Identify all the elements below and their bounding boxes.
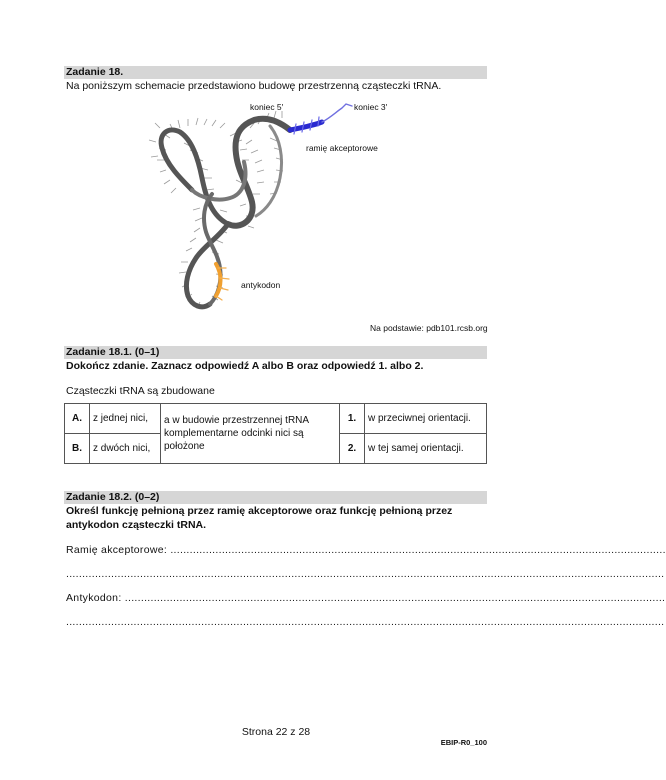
task-18-intro: Na poniższym schemacie przedstawiono budowę przestrzenną cząsteczki tRNA.	[66, 80, 442, 92]
task-18-2-instruction-line2: antykodon cząsteczki tRNA.	[66, 519, 207, 531]
option-b-text[interactable]: z dwóch nici,	[90, 434, 161, 464]
answer-table	[64, 403, 487, 464]
figure-source: Na podstawie: pdb101.rcsb.org	[370, 323, 488, 333]
anticodon-highlight	[216, 264, 229, 300]
anticodon-field-label: Antykodon:	[66, 592, 122, 604]
task-18-2-header: Zadanie 18.2. (0–2)	[64, 491, 487, 504]
answer-field-anticodon[interactable]: Antykodon: ........................................................................................................................................................................	[66, 592, 666, 604]
acceptor-arm-field-label: Ramię akceptorowe:	[66, 544, 168, 556]
option-2-text[interactable]: w tej samej orientacji.	[365, 434, 487, 464]
answer-line-acceptor-arm-2[interactable]: ..........................................................................................................................................................................................	[66, 568, 665, 580]
option-a-letter[interactable]: A.	[65, 404, 90, 434]
label-anticodon: antykodon	[241, 280, 281, 290]
task-18-1-header: Zadanie 18.1. (0–1)	[64, 346, 487, 359]
label-3-prime-end: koniec 3′	[354, 102, 388, 112]
label-5-prime-end: koniec 5′	[250, 102, 284, 112]
option-2-number[interactable]: 2.	[340, 434, 365, 464]
task-18-1-instruction: Dokończ zdanie. Zaznacz odpowiedź A albo B oraz odpowiedź 1. albo 2.	[66, 360, 424, 372]
task-18-2-instruction-line1: Określ funkcję pełnioną przez ramię akceptorowe oraz funkcję pełnioną przez	[66, 505, 453, 517]
page-number: Strona 22 z 28	[241, 726, 311, 738]
option-1-number[interactable]: 1.	[340, 404, 365, 434]
option-1-text[interactable]: w przeciwnej orientacji.	[365, 404, 487, 434]
acceptor-arm-highlight	[290, 104, 352, 134]
label-acceptor-arm: ramię akceptorowe	[306, 143, 378, 153]
option-a-text[interactable]: z jednej nici,	[90, 404, 161, 434]
answer-line-anticodon-2[interactable]: ..........................................................................................................................................................................................	[66, 616, 665, 628]
answer-field-acceptor-arm[interactable]: Ramię akceptorowe: ..........................................................................................................................................................	[66, 544, 666, 556]
task-18-1-stem: Cząsteczki tRNA są zbudowane	[66, 385, 215, 397]
task-18-header: Zadanie 18.	[64, 66, 487, 79]
option-middle-text: a w budowie przestrzennej tRNA komplementarne odcinki nici są położone	[161, 404, 340, 464]
exam-code: EBIP-R0_100	[440, 738, 487, 747]
option-b-letter[interactable]: B.	[65, 434, 90, 464]
